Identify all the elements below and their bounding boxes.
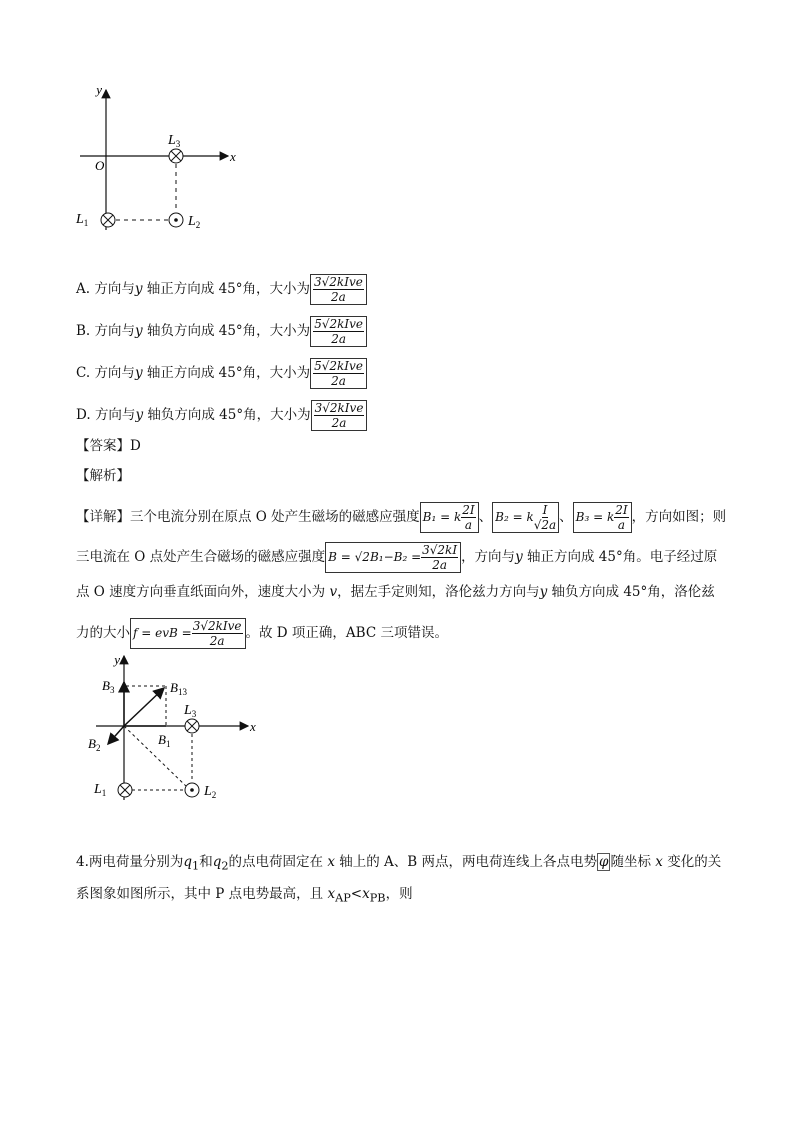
- L2-label: $L_2$: [204, 784, 217, 800]
- y-label: y: [96, 82, 102, 97]
- current-L2-out-icon: [185, 783, 199, 797]
- formula-f: f = evB = $\frac{\text{3√2kIve}}{2a}$: [130, 618, 246, 649]
- option-c: C. 方向与y 轴正方向成 45°角，大小为 $\frac{\text{5√2kIve}}{2a}$: [76, 358, 367, 389]
- option-a: A. 方向与y 轴正方向成 45°角，大小为 $\frac{\text{3√2kIve}}{2a}$: [76, 274, 367, 305]
- detail-line-1: 【详解】三个电流分别在原点 O 处产生磁场的磁感应强度 B₁ = k $\frac{2I}{a}$ 、 B₂ = k $\frac{I}{√2a}$ 、 B₃ = k $\frac{2I}{a}$ ，方向如图；则: [76, 503, 727, 532]
- option-c-formula: $\frac{\text{5√2kIve}}{2a}$: [310, 358, 367, 389]
- current-L3-into-icon: [169, 149, 183, 163]
- formula-b1: B₁ = k $\frac{2I}{a}$: [420, 502, 479, 533]
- detail-line-2: 三电流在 O 点处产生合磁场的磁感应强度 B = √2B₁−B₂ = $\frac{3√2kI}{2a}$ ，方向与y 轴正方向成 45°角。电子经过原: [76, 543, 718, 572]
- x-label: x: [230, 149, 236, 164]
- detail-line-3: 点 O 速度方向垂直纸面向外，速度大小为 v，据左手定则知，洛伦兹力方向与y 轴负方向成 45°角，洛伦兹: [76, 584, 715, 600]
- y-label: y: [114, 652, 120, 667]
- formula-bsum: B = √2B₁−B₂ = $\frac{3√2kI}{2a}$: [325, 542, 461, 573]
- origin-label: O: [95, 158, 105, 173]
- current-L1-into-icon: [118, 783, 132, 797]
- vector-B2: [108, 726, 124, 744]
- figure-2: [80, 650, 270, 810]
- analysis-heading: 【解析】: [76, 468, 130, 484]
- vector-B13: [124, 688, 164, 726]
- x-label: x: [250, 719, 256, 734]
- option-d-formula: $\frac{\text{3√2kIve}}{2a}$: [311, 400, 368, 431]
- B2-label: $B_2$: [88, 736, 101, 753]
- option-d: D. 方向与y 轴负方向成 45°角，大小为 $\frac{\text{3√2kIve}}{2a}$: [76, 400, 367, 431]
- B3-label: $B_3$: [102, 678, 115, 695]
- phi-symbol: φ: [599, 854, 609, 870]
- L1-label: $L_1$: [94, 782, 107, 798]
- current-L1-into-icon: [101, 213, 115, 227]
- L2-label: $L_2$: [188, 214, 201, 230]
- L3-label: $L_3$: [184, 703, 197, 719]
- option-b: B. 方向与y 轴负方向成 45°角，大小为 $\frac{\text{5√2kIve}}{2a}$: [76, 316, 367, 347]
- question-4-line-2: 系图象如图所示，其中 P 点电势最高，且 $x_{AP}<x_{PB}$，则: [76, 886, 413, 905]
- current-L2-out-icon: [169, 213, 183, 227]
- formula-b2: B₂ = k $\frac{I}{√2a}$: [492, 502, 559, 533]
- option-a-formula: $\frac{\text{3√2kIve}}{2a}$: [310, 274, 367, 305]
- current-L3-into-icon: [185, 719, 199, 733]
- figure-1: [70, 80, 250, 240]
- option-b-formula: $\frac{\text{5√2kIve}}{2a}$: [310, 316, 367, 347]
- formula-b3: B₃ = k $\frac{2I}{a}$: [573, 502, 632, 533]
- question-4-line-1: 4.两电荷量分别为$q_1$和$q_2$的点电荷固定在 x 轴上的 A、B 两点，两电荷连线上各点电势 φ 随坐标 x 变化的关: [76, 854, 722, 873]
- B13-label: $B_{13}$: [170, 680, 187, 697]
- B1-label: $B_1$: [158, 732, 171, 749]
- L3-label: $L_3$: [168, 133, 181, 149]
- L1-label: $L_1$: [76, 212, 89, 228]
- detail-line-4: 力的大小 f = evB = $\frac{\text{3√2kIve}}{2a}$ 。故 D 项正确，ABC 三项错误。: [76, 619, 448, 648]
- answer-line: 【答案】D: [76, 438, 141, 454]
